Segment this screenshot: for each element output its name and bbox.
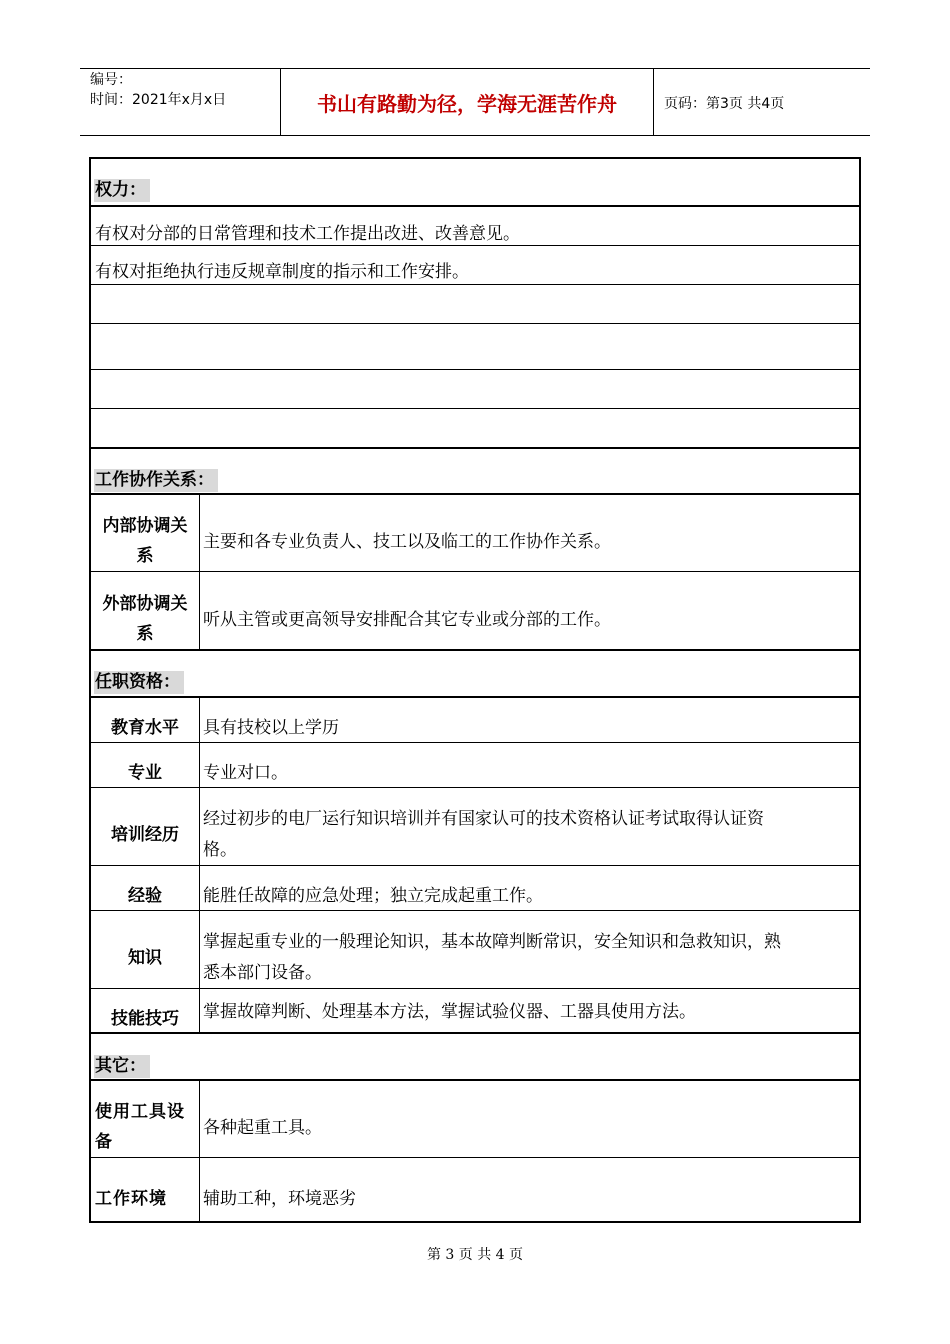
power-item: 有权对分部的日常管理和技术工作提出改进、改善意见。 [95,224,520,244]
other-label-line: 备 [95,1132,113,1152]
qualification-value [203,804,857,866]
code-label: 编号： [90,72,132,88]
cooperation-label-line: 外部协调关 [102,594,188,614]
row-divider [91,447,859,449]
time-label: 时间：2021年x月x日 [90,92,227,108]
row-divider [91,323,859,324]
row-divider [91,649,859,651]
row-divider [91,408,859,409]
header-top-rule [80,68,870,69]
qualification-value-line: 掌握故障判断、处理基本方法，掌握试验仪器、工器具使用方法。 [203,1002,696,1022]
power-item: 有权对拒绝执行违反规章制度的指示和工作安排。 [95,262,469,282]
row-divider [91,787,859,788]
qualification-value-line: 专业对口。 [203,763,288,783]
other-value: 各种起重工具。 [203,1118,322,1138]
other-label [91,1097,199,1157]
job-description-table [89,157,861,1223]
qualification-value [203,758,857,789]
qualification-value-line: 具有技校以上学历 [203,718,339,738]
section-title-qualifications: 任职资格： [94,671,184,694]
qualification-value-line: 格。 [203,840,237,860]
column-divider [199,1081,200,1223]
qualification-value [203,997,857,1028]
row-divider [91,493,859,495]
qualification-label: 教育水平 [111,718,179,738]
qualification-label: 知识 [128,948,162,968]
qualification-value [203,881,857,912]
row-divider [91,245,859,246]
row-divider [91,910,859,911]
row-divider [91,205,859,207]
row-divider [91,571,859,572]
column-divider [199,495,200,649]
row-divider [91,988,859,989]
qualification-value-line: 能胜任故障的应急处理；独立完成起重工作。 [203,886,543,906]
row-divider [91,742,859,743]
qualification-label: 技能技巧 [111,1009,179,1029]
section-title-powers: 权力： [94,179,150,202]
qualification-value-line: 经过初步的电厂运行知识培训并有国家认可的技术资格认证考试取得认证资 [203,809,764,829]
row-divider [91,865,859,866]
row-divider [91,284,859,285]
row-divider [91,696,859,698]
header-motto: 书山有路勤为径，学海无涯苦作舟 [317,92,617,116]
section-title-cooperation: 工作协作关系： [94,469,218,492]
cooperation-label-line: 内部协调关 [102,516,188,536]
header-page-info: 页码：第3页 共4页 [664,96,785,112]
other-label [91,1184,199,1214]
cooperation-label [91,511,199,571]
cooperation-label-line: 系 [136,624,154,644]
row-divider [91,1079,859,1081]
section-title-other: 其它： [94,1055,150,1078]
qualification-value [203,713,857,744]
qualification-label: 培训经历 [111,825,179,845]
cooperation-value: 主要和各专业负责人、技工以及临工的工作协作关系。 [203,532,611,552]
other-label-line: 使用工具设 [95,1102,185,1122]
qualification-label: 经验 [128,886,162,906]
header-meta [90,70,226,110]
cooperation-label-line: 系 [136,546,154,566]
row-divider [91,1032,859,1034]
cooperation-value: 听从主管或更高领导安排配合其它专业或分部的工作。 [203,610,611,630]
other-value: 辅助工种，环境恶劣 [203,1189,356,1209]
cooperation-label [91,589,199,649]
row-divider [91,369,859,370]
qualification-value-line: 掌握起重专业的一般理论知识，基本故障判断常识，安全知识和急救知识，熟 [203,932,781,952]
page-footer: 第 3 页 共 4 页 [426,1247,524,1263]
qualification-value-line: 悉本部门设备。 [203,963,322,983]
other-label-line: 工作环境 [95,1189,167,1209]
qualification-label: 专业 [128,763,162,783]
row-divider [91,1157,859,1158]
header-divider [653,68,654,136]
header-bottom-rule [80,135,870,136]
qualification-value [203,927,857,989]
